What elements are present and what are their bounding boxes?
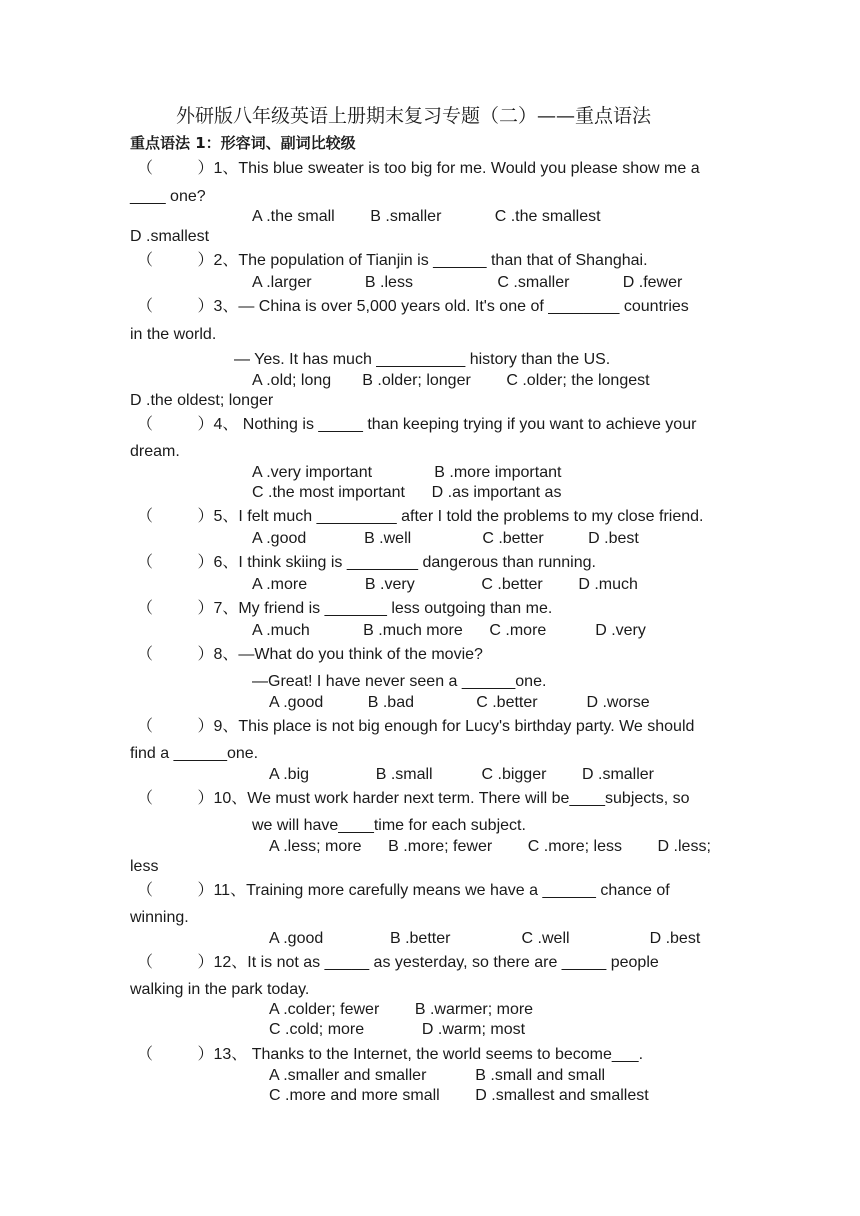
question-3-options-cont: D .the oldest; longer [130,392,274,409]
section-heading: 重点语法 1：形容词、副词比较级 [130,134,356,152]
question-10-options: A .less; more B .more; fewer C .more; less D .less; [269,838,711,855]
question-8-options: A .good B .bad C .better D .worse [269,694,650,711]
question-8-stem: （ ）8、—What do you think of the movie? [137,646,483,663]
question-9-stem: （ ）9、This place is not big enough for Lucy's birthday party. We should [137,718,695,735]
question-6-stem: （ ）6、I think skiing is ________ dangerous than running. [137,554,596,571]
question-3-stem: （ ）3、— China is over 5,000 years old. It's one of ________ countries [137,298,689,315]
question-10-stem: （ ）10、We must work harder next term. There will be____subjects, so [137,790,690,807]
question-1-stem-cont: ____ one? [130,188,206,205]
question-3-stem-cont: in the world. [130,326,217,343]
question-9-stem-cont: find a ______one. [130,745,259,762]
question-12-stem: （ ）12、It is not as _____ as yesterday, so there are _____ people [137,954,659,971]
question-1-options-cont: D .smallest [130,228,210,245]
question-8-reply: —Great! I have never seen a ______one. [252,673,547,690]
question-12-options: A .colder; fewer B .warmer; more [269,1001,534,1018]
question-11-stem: （ ）11、Training more carefully means we have a ______ chance of [137,882,670,899]
question-12-stem-cont: walking in the park today. [130,981,310,998]
question-4-options: A .very important B .more important [252,464,562,481]
question-4-options-cont: C .the most important D .as important as [252,484,562,501]
question-13-options: A .smaller and smaller B .small and small [269,1067,606,1084]
question-1-stem: （ ）1、This blue sweater is too big for me. Would you please show me a [137,160,700,177]
question-9-options: A .big B .small C .bigger D .smaller [269,766,654,783]
question-7-options: A .much B .much more C .more D .very [252,622,646,639]
question-6-options: A .more B .very C .better D .much [252,576,638,593]
question-1-options: A .the small B .smaller C .the smallest [252,208,601,225]
question-13-stem: （ ）13、 Thanks to the Internet, the world seems to become___. [137,1046,644,1063]
question-5-options: A .good B .well C .better D .best [252,530,639,547]
question-4-stem-cont: dream. [130,443,180,460]
question-10-options-cont: less [130,858,159,875]
question-10-stem-cont: we will have____time for each subject. [252,817,526,834]
question-4-stem: （ ）4、 Nothing is _____ than keeping trying if you want to achieve your [137,416,697,433]
question-5-stem: （ ）5、I felt much _________ after I told the problems to my close friend. [137,508,704,525]
question-12-options-cont: C .cold; more D .warm; most [269,1021,526,1038]
question-7-stem: （ ）7、My friend is _______ less outgoing than me. [137,600,553,617]
question-3-reply: — Yes. It has much __________ history than the US. [234,351,611,368]
question-13-options-cont: C .more and more small D .smallest and smallest [269,1087,649,1104]
question-11-options: A .good B .better C .well D .best [269,930,701,947]
page-title: 外研版八年级英语上册期末复习专题（二）——重点语法 [176,105,652,127]
question-2-options: A .larger B .less C .smaller D .fewer [252,274,683,291]
question-3-options: A .old; long B .older; longer C .older; the longest [252,372,650,389]
question-2-stem: （ ）2、The population of Tianjin is ______ than that of Shanghai. [137,252,648,269]
question-11-stem-cont: winning. [130,909,189,926]
